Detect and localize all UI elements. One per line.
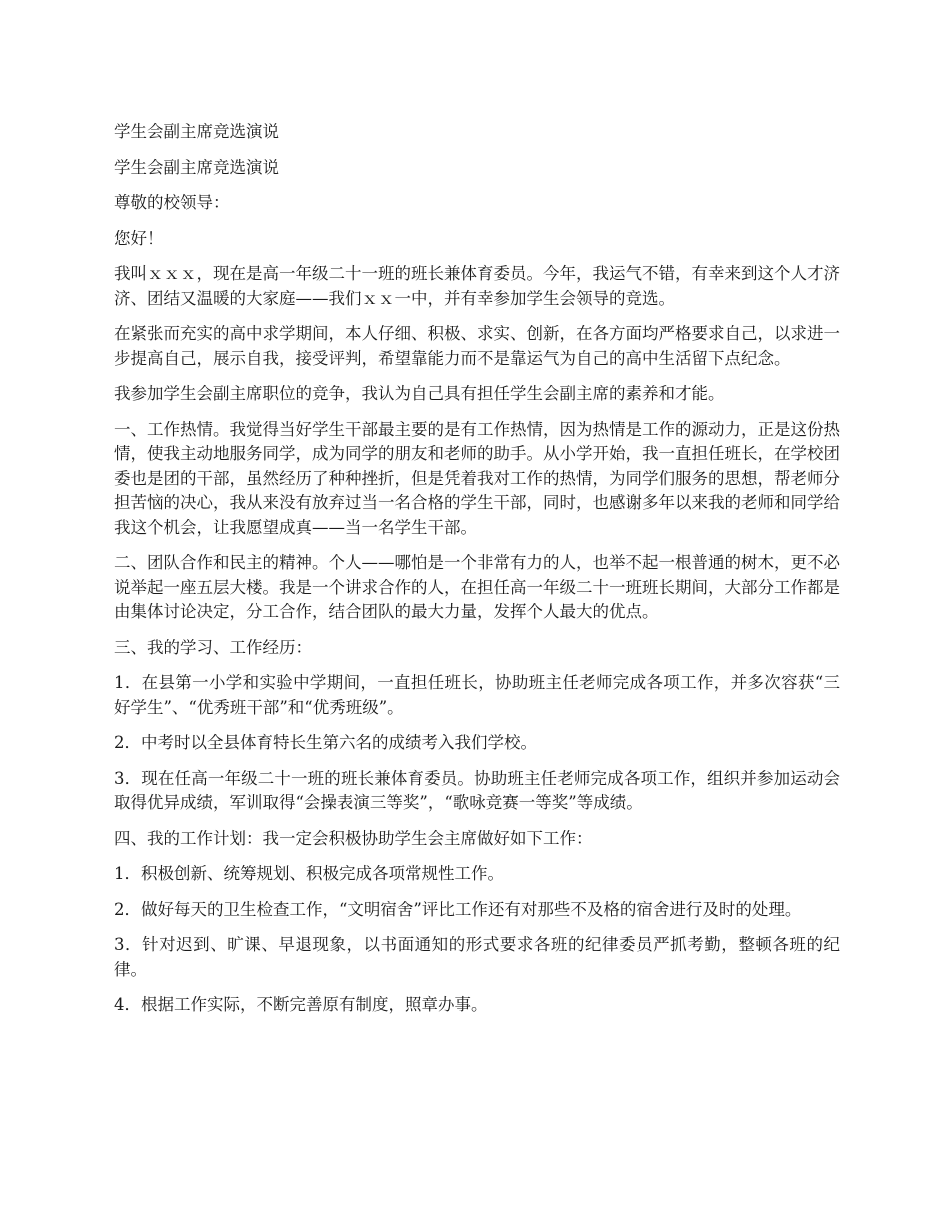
plan-item-3: 3．针对迟到、旷课、早退现象，以书面通知的形式要求各班的纪律委员严抓考勤，整顿各班的纪律。 bbox=[114, 935, 840, 979]
section-work-enthusiasm: 一、工作热情。我觉得当好学生干部最主要的是有工作热情，因为热情是工作的源动力，正是这份热情，使我主动地服务同学，成为同学的朋友和老师的助手。从小学开始，我一直担任班长，在学校团委也是团的干部，虽然经历了种种挫折，但是凭着我对工作的热情，为同学们服务的思想，帮老师分担苦恼的决心，我从来没有放弃过当一名合格的学生干部，同时，也感谢多年以来我的老师和同学给我这个机会，让我愿望成真——当一名学生干部。 bbox=[114, 419, 840, 537]
section-experience-heading: 三、我的学习、工作经历： bbox=[114, 637, 312, 657]
plan-item-2: 2．做好每天的卫生检查工作，“文明宿舍”评比工作还有对那些不及格的宿舍进行及时的处理。 bbox=[114, 899, 802, 919]
experience-item-3: 3．现在任高一年级二十一班的班长兼体育委员。协助班主任老师完成各项工作，组织并参加运动会取得优异成绩，军训取得“会操表演三等奖”，“歌咏竞赛一等奖”等成绩。 bbox=[114, 768, 840, 812]
experience-item-2: 2．中考时以全县体育特长生第六名的成绩考入我们学校。 bbox=[114, 733, 537, 752]
section-teamwork: 二、团队合作和民主的精神。个人——哪怕是一个非常有力的人，也举不起一根普通的树木，更不必说举起一座五层大楼。我是一个讲求合作的人，在担任高一年级二十一班班长期间，大部分工作都是由集体讨论决定，分工合作，结合团队的最大力量，发挥个人最大的优点。 bbox=[114, 553, 840, 621]
section-work-plan-heading: 四、我的工作计划：我一定会积极协助学生会主席做好如下工作： bbox=[114, 828, 593, 848]
salutation: 尊敬的校领导： bbox=[114, 193, 230, 212]
document-page bbox=[114, 120, 840, 1029]
paragraph-intro: 我叫ｘｘｘ，现在是高一年级二十一班的班长兼体育委员。今年，我运气不错，有幸来到这个人才济济、团结又温暖的大家庭——我们ｘｘ一中，并有幸参加学生会领导的竞选。 bbox=[114, 264, 840, 308]
document-title: 学生会副主席竞选演说 bbox=[114, 122, 279, 141]
plan-item-1: 1．积极创新、统筹规划、积极完成各项常规性工作。 bbox=[114, 864, 504, 883]
plan-item-4: 4．根据工作实际，不断完善原有制度，照章办事。 bbox=[114, 995, 488, 1014]
document-heading: 学生会副主席竞选演说 bbox=[114, 157, 279, 177]
greeting: 您好！ bbox=[114, 228, 164, 248]
experience-item-1: 1．在县第一小学和实验中学期间，一直担任班长，协助班主任老师完成各项工作，并多次容获“三好学生”、“优秀班干部”和“优秀班级”。 bbox=[114, 673, 840, 717]
paragraph-study: 在紧张而充实的高中求学期间，本人仔细、积极、求实、创新，在各方面均严格要求自己，以求进一步提高自己，展示自我，接受评判，希望靠能力而不是靠运气为自己的高中生活留下点纪念。 bbox=[114, 324, 840, 368]
paragraph-candidacy: 我参加学生会副主席职位的竞争，我认为自己具有担任学生会副主席的素养和才能。 bbox=[114, 384, 725, 403]
